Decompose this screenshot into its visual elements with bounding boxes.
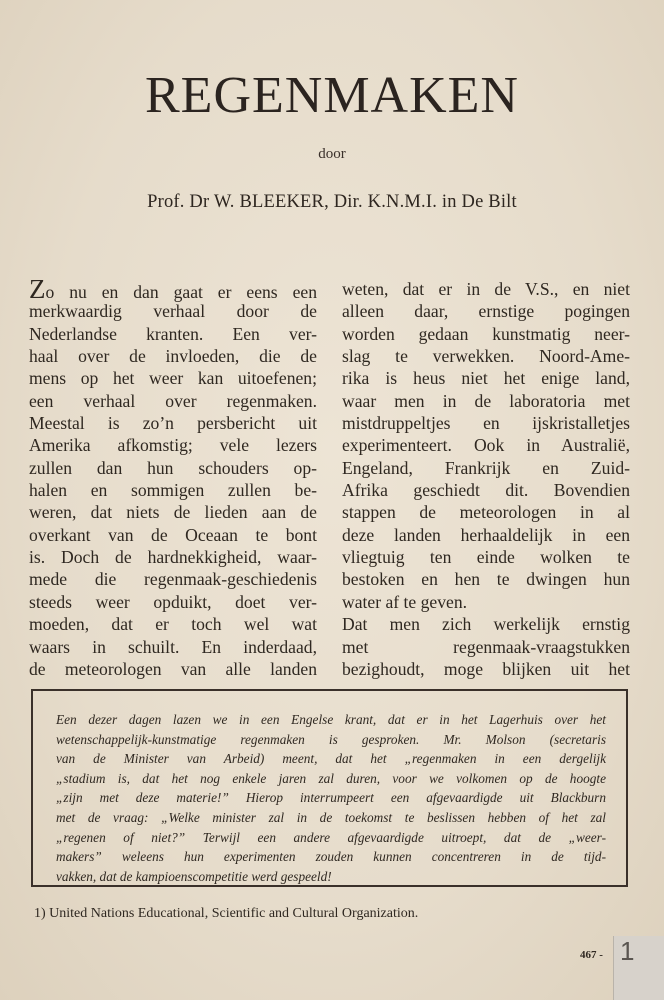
quote-line: „zijn met deze materie!” Hierop interrumpeert een afgevaardigde uit Blackburn [56, 790, 606, 806]
text-line: is. Doch de hardnekkigheid, waar- [29, 547, 317, 568]
text-line: stappen de meteorologen in al [342, 502, 630, 523]
text-line: merkwaardig verhaal door de [29, 301, 317, 322]
quote-box-text [56, 710, 606, 886]
quote-line: van de Minister van Arbeid) meent, dat het „regenmaken in een dergelijk [56, 751, 606, 767]
tab-number: 1 [620, 936, 635, 966]
text-line: experimenteert. Ook in Australië, [342, 435, 630, 456]
text-line: mistdruppeltjes en ijskristalletjes [342, 413, 630, 434]
text-line-content: o nu en dan gaat er eens een [45, 282, 317, 302]
text-line: rika is heus niet het enige land, [342, 368, 630, 389]
text-line: mede die regenmaak-geschiedenis [29, 569, 317, 590]
text-line: steeds weer opduikt, doet ver- [29, 591, 317, 612]
text-line: bestoken en hen te dwingen hun [342, 569, 630, 590]
author-line: Prof. Dr W. BLEEKER, Dir. K.N.M.I. in De Bilt [147, 192, 517, 212]
text-line: alleen daar, ernstige pogingen [342, 301, 630, 322]
quote-line: Een dezer dagen lazen we in een Engelse krant, dat er in het Lagerhuis over het [56, 712, 606, 727]
text-line: deze landen herhaaldelijk in een [342, 524, 630, 545]
text-line: water af te geven. [342, 591, 468, 612]
text-column-right [342, 278, 630, 680]
footnote-text: United Nations Educational, Scientific and Cultural Organization. [49, 906, 419, 921]
text-line: Nederlandse kranten. Een ver- [29, 323, 317, 344]
quote-line: vakken, dat de kampioenscompetitie werd gespeeld! [56, 868, 332, 884]
text-line: een verhaal over regenmaken. [29, 390, 317, 411]
text-line: waars in schuilt. En inderdaad, [29, 636, 317, 657]
page-number: 467 - [580, 949, 603, 961]
article-title: REGENMAKEN [145, 67, 519, 124]
quote-line: met de vraag: „Welke minister zal in de toekomst te beslissen hebben of het zal [56, 809, 606, 825]
quote-line: makers” weleens hun experimenten zouden kunnen concentreren in de tijd- [56, 849, 606, 865]
drop-cap: Z [29, 274, 46, 304]
byline-door: door [318, 146, 346, 162]
text-line: mens op het weer kan uitoefenen; [29, 368, 317, 389]
text-line: de meteorologen van alle landen [29, 658, 317, 679]
text-line: halen en sommigen zullen be- [29, 480, 317, 501]
text-line: slag te verwekken. Noord-Ame- [342, 346, 630, 367]
text-line: weren, dat niets de lieden aan de [29, 502, 317, 523]
text-line: bezighoudt, moge blijken uit het [342, 658, 630, 679]
text-line: zullen dan hun schouders op- [29, 457, 317, 478]
text-line [29, 274, 317, 304]
text-line: Amerika afkomstig; vele lezers [29, 435, 317, 456]
text-line: Afrika geschiedt dit. Bovendien [342, 480, 630, 501]
footnote [34, 906, 418, 922]
text-line: met regenmaak-vraagstukken [342, 636, 630, 657]
quote-line: wetenschappelijk-kunstmatige regenmaken is gesproken. Mr. Molson (secretaris [56, 731, 606, 747]
quote-line: „stadium is, dat het nog enkele jaren zal duren, voor we volkomen op de hoogte [56, 770, 606, 786]
text-line: overkant van de Oceaan te bont [29, 524, 317, 545]
text-line: moeden, dat er toch wel wat [29, 614, 317, 635]
text-line: vliegtuig ten einde wolken te [342, 547, 630, 568]
text-line: haal over de invloeden, die de [29, 346, 317, 367]
text-line: Engeland, Frankrijk en Zuid- [342, 457, 630, 478]
quote-line: „regenen of niet?” Terwijl een andere afgevaardigde uitroept, dat de „weer- [56, 829, 606, 845]
text-line: weten, dat er in de V.S., en niet [342, 279, 630, 299]
text-column-left [29, 274, 317, 680]
text-line: Dat men zich werkelijk ernstig [342, 614, 630, 635]
text-line: waar men in de laboratoria met [342, 390, 630, 411]
text-line: worden gedaan kunstmatig neer- [342, 323, 630, 344]
text-line: Meestal is zo’n persbericht uit [29, 413, 317, 434]
footnote-marker: 1) [34, 906, 46, 921]
